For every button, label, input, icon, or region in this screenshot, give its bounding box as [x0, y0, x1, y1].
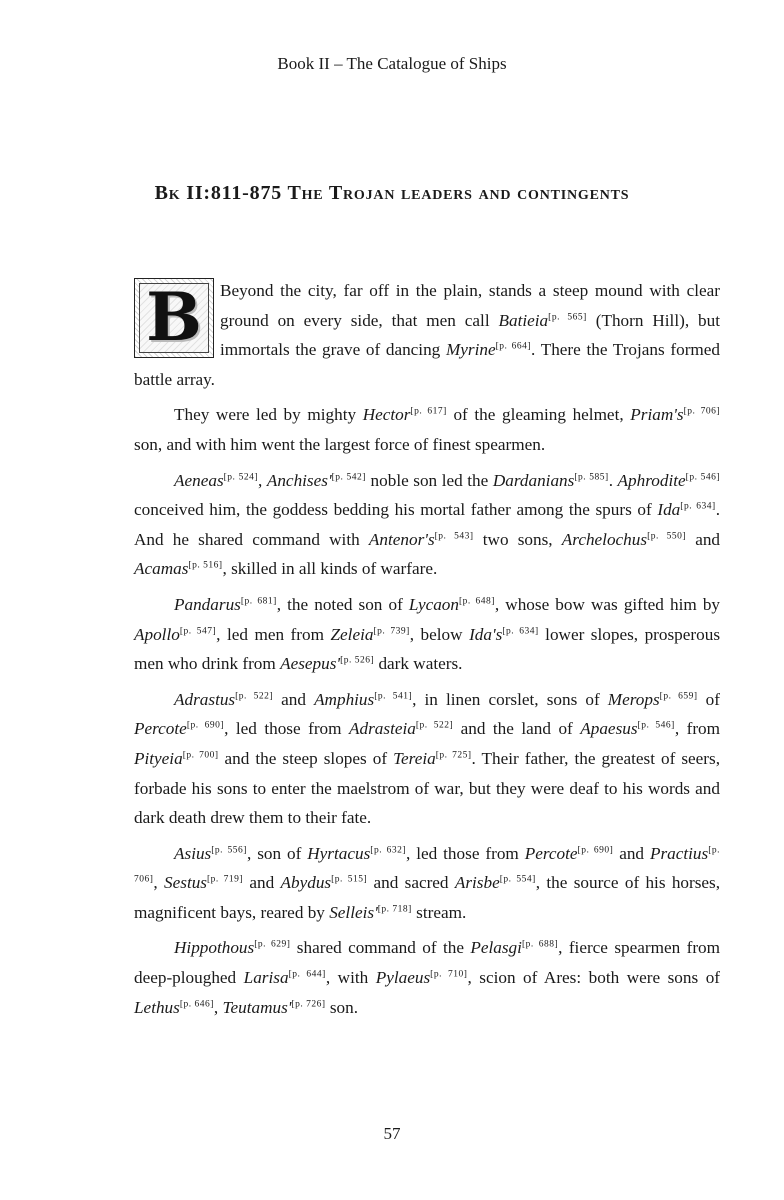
text-run: . [608, 470, 618, 490]
proper-name: Adrasteia [349, 719, 416, 739]
proper-name: Apaesus [580, 719, 638, 739]
proper-name: Lycaon [408, 594, 459, 614]
page-reference-link[interactable]: [p. 646] [179, 998, 214, 1009]
paragraph-6 [134, 839, 720, 928]
text-run: shared command of the [290, 938, 471, 958]
proper-name: Tereia [393, 748, 436, 768]
drop-cap-letter: B [146, 278, 202, 356]
page-reference-link[interactable]: [p. 516] [188, 560, 223, 571]
text-run: . There the Trojans formed battle array. [134, 340, 721, 389]
text-run: of [697, 689, 720, 709]
page-reference-link[interactable]: [p. 690] [577, 844, 614, 855]
page-reference-link[interactable]: [p. 546] [637, 720, 675, 731]
paragraph-3 [134, 466, 720, 584]
paragraph-7 [134, 933, 720, 1022]
page-reference-link[interactable]: [p. 700] [182, 750, 219, 761]
text-run: , led those from [224, 719, 349, 739]
text-run: conceived him, the goddess bedding his mortal father among the spurs of [134, 500, 658, 520]
proper-name: Aesepus' [280, 654, 341, 674]
drop-cap [134, 278, 214, 358]
text-run: , led men from [216, 624, 331, 644]
chapter-title: Bk II:811-875 The Trojan leaders and contingents [154, 182, 630, 204]
page-reference-link[interactable]: [p. 556] [211, 844, 247, 855]
page-reference-link[interactable]: [p. 543] [434, 531, 474, 542]
text-run: lower slopes, prosperous men who drink from [134, 624, 721, 674]
text-run: and [613, 843, 650, 863]
text-run: , in linen corslet, sons of [412, 689, 608, 709]
paragraph-1 [134, 276, 720, 394]
proper-name: Practius [649, 843, 709, 863]
proper-name: Abydus [280, 873, 332, 893]
page-reference-link[interactable]: [p. 690] [186, 720, 225, 731]
text-run: and [273, 689, 315, 709]
page-reference-link[interactable]: [p. 739] [373, 625, 410, 636]
page-reference-link[interactable]: [p. 710] [430, 969, 468, 980]
page-reference-link[interactable]: [p. 565] [548, 311, 587, 322]
text-run: , skilled in all kinds of warfare. [222, 559, 438, 579]
text-run: , with [325, 968, 376, 988]
proper-name: Percote [134, 719, 187, 739]
page-reference-link[interactable]: [p. 648] [459, 596, 495, 607]
proper-name: Ida's [469, 624, 503, 644]
text-run: dark waters. [374, 654, 463, 674]
proper-name: Pylaeus [375, 968, 431, 988]
proper-name: Lethus [134, 997, 180, 1017]
page-reference-link[interactable]: [p. 681] [240, 596, 277, 607]
text-run: stream. [411, 902, 467, 922]
proper-name: Hyrtacus [307, 843, 371, 863]
proper-name: Percote [524, 843, 578, 863]
proper-name: Dardanians [492, 470, 575, 490]
text-run: , the noted son of [276, 594, 409, 614]
page-reference-link[interactable]: [p. 524] [223, 471, 258, 482]
proper-name: Hector [362, 405, 411, 425]
page-reference-link[interactable]: [p. 585] [574, 471, 609, 482]
text-run: and the land of [453, 719, 581, 739]
page-reference-link[interactable]: [p. 541] [374, 690, 413, 701]
text-run: and [686, 529, 721, 549]
page-reference-link[interactable]: [p. 542] [331, 471, 366, 482]
proper-name: Acamas [134, 559, 189, 579]
proper-name: Antenor's [368, 529, 435, 549]
proper-name: Priam's [630, 405, 684, 425]
proper-name: Adrastus [174, 689, 236, 709]
text-run: , led those from [406, 843, 525, 863]
page-reference-link[interactable]: [p. 554] [499, 874, 536, 885]
proper-name: Anchises' [266, 470, 332, 490]
text-run: , scion of Ares: both were sons of [467, 968, 721, 988]
page-reference-link[interactable]: [p. 664] [495, 341, 532, 352]
page-reference-link[interactable]: [p. 706] [134, 844, 720, 885]
paragraph-2 [134, 400, 720, 459]
page-reference-link[interactable]: [p. 725] [435, 750, 472, 761]
page-reference-link[interactable]: [p. 547] [179, 625, 217, 636]
page-reference-link[interactable]: [p. 659] [659, 690, 698, 701]
text-run: and the steep slopes of [218, 748, 394, 768]
text-run: and sacred [367, 873, 455, 893]
page-reference-link[interactable]: [p. 718] [377, 904, 412, 915]
paragraph-4 [134, 590, 720, 679]
page-reference-link[interactable]: [p. 726] [291, 998, 326, 1009]
text-run: , fierce spearmen from deep-ploughed [134, 938, 721, 988]
text-run: . Their father, the greatest of seers, forbade his sons to enter the maelstrom of war, but they were deaf to his words and dark death drew them to their fate. [134, 748, 720, 828]
text-run: (Thorn Hill), but immortals the grave of dancing [220, 310, 720, 360]
text-run: of the gleaming helmet, [446, 405, 631, 425]
text-run: and [243, 873, 281, 893]
text-run: , from [674, 719, 721, 739]
proper-name: Pandarus [174, 594, 241, 614]
text-run: son, and with him went the largest force of finest spearmen. [134, 434, 546, 454]
text-run: , the source of his horses, magnificent bays, reared by [134, 873, 721, 922]
page-reference-link[interactable]: [p. 515] [331, 874, 368, 885]
page-reference-link[interactable]: [p. 688] [521, 939, 559, 950]
page-reference-link[interactable]: [p. 629] [254, 939, 291, 950]
page-reference-link[interactable]: [p. 526] [340, 655, 375, 666]
proper-name: Amphius [314, 689, 375, 709]
text-run: , [213, 997, 223, 1017]
text-run: , son of [246, 843, 308, 863]
text-run: , whose bow was gifted him by [494, 594, 721, 614]
page-number: 57 [383, 1124, 401, 1143]
body-text [134, 276, 720, 1028]
proper-name: Aphrodite [617, 470, 686, 490]
proper-name: Arisbe [454, 873, 500, 893]
running-head: Book II – The Catalogue of Ships [277, 54, 507, 73]
page-reference-link[interactable]: [p. 706] [683, 406, 721, 417]
proper-name: Batieia [498, 310, 549, 330]
proper-name: Teutamus' [222, 997, 292, 1017]
proper-name: Selleis' [329, 902, 378, 922]
page-reference-link[interactable]: [p. 634] [680, 501, 716, 512]
proper-name: Zeleia [330, 624, 374, 644]
text-run: Beyond the city, far off in the plain, stands a steep mound with clear ground on every side, that men call [220, 281, 720, 330]
proper-name: Aeneas [174, 470, 224, 490]
text-run: They were led by mighty [174, 405, 363, 425]
proper-name: Archelochus [561, 529, 648, 549]
page-reference-link[interactable]: [p. 644] [288, 969, 326, 980]
text-run: noble son led the [365, 470, 493, 490]
proper-name: Pelasgi [470, 938, 522, 958]
proper-name: Hippothous [174, 938, 255, 958]
proper-name: Merops [607, 689, 660, 709]
page-reference-link[interactable]: [p. 546] [685, 471, 720, 482]
proper-name: Ida [657, 500, 681, 520]
text-run: , below [409, 624, 470, 644]
page-reference-link[interactable]: [p. 617] [410, 406, 447, 417]
proper-name: Sestus [164, 873, 207, 893]
page-reference-link[interactable]: [p. 634] [502, 625, 539, 636]
paragraph-5 [134, 685, 720, 833]
page-reference-link[interactable]: [p. 550] [647, 531, 687, 542]
page-reference-link[interactable]: [p. 632] [370, 844, 406, 855]
text-run: , [153, 873, 165, 893]
proper-name: Myrine [445, 340, 496, 360]
text-run: . And he shared command with [134, 500, 720, 549]
page-reference-link[interactable]: [p. 522] [235, 690, 274, 701]
text-run: two sons, [473, 529, 562, 549]
proper-name: Apollo [134, 624, 180, 644]
proper-name: Pityeia [134, 748, 183, 768]
proper-name: Asius [174, 843, 212, 863]
text-run: , [257, 470, 267, 490]
page-reference-link[interactable]: [p. 719] [207, 874, 244, 885]
text-run: son. [325, 997, 359, 1017]
page-reference-link[interactable]: [p. 522] [415, 720, 454, 731]
proper-name: Larisa [243, 968, 289, 988]
